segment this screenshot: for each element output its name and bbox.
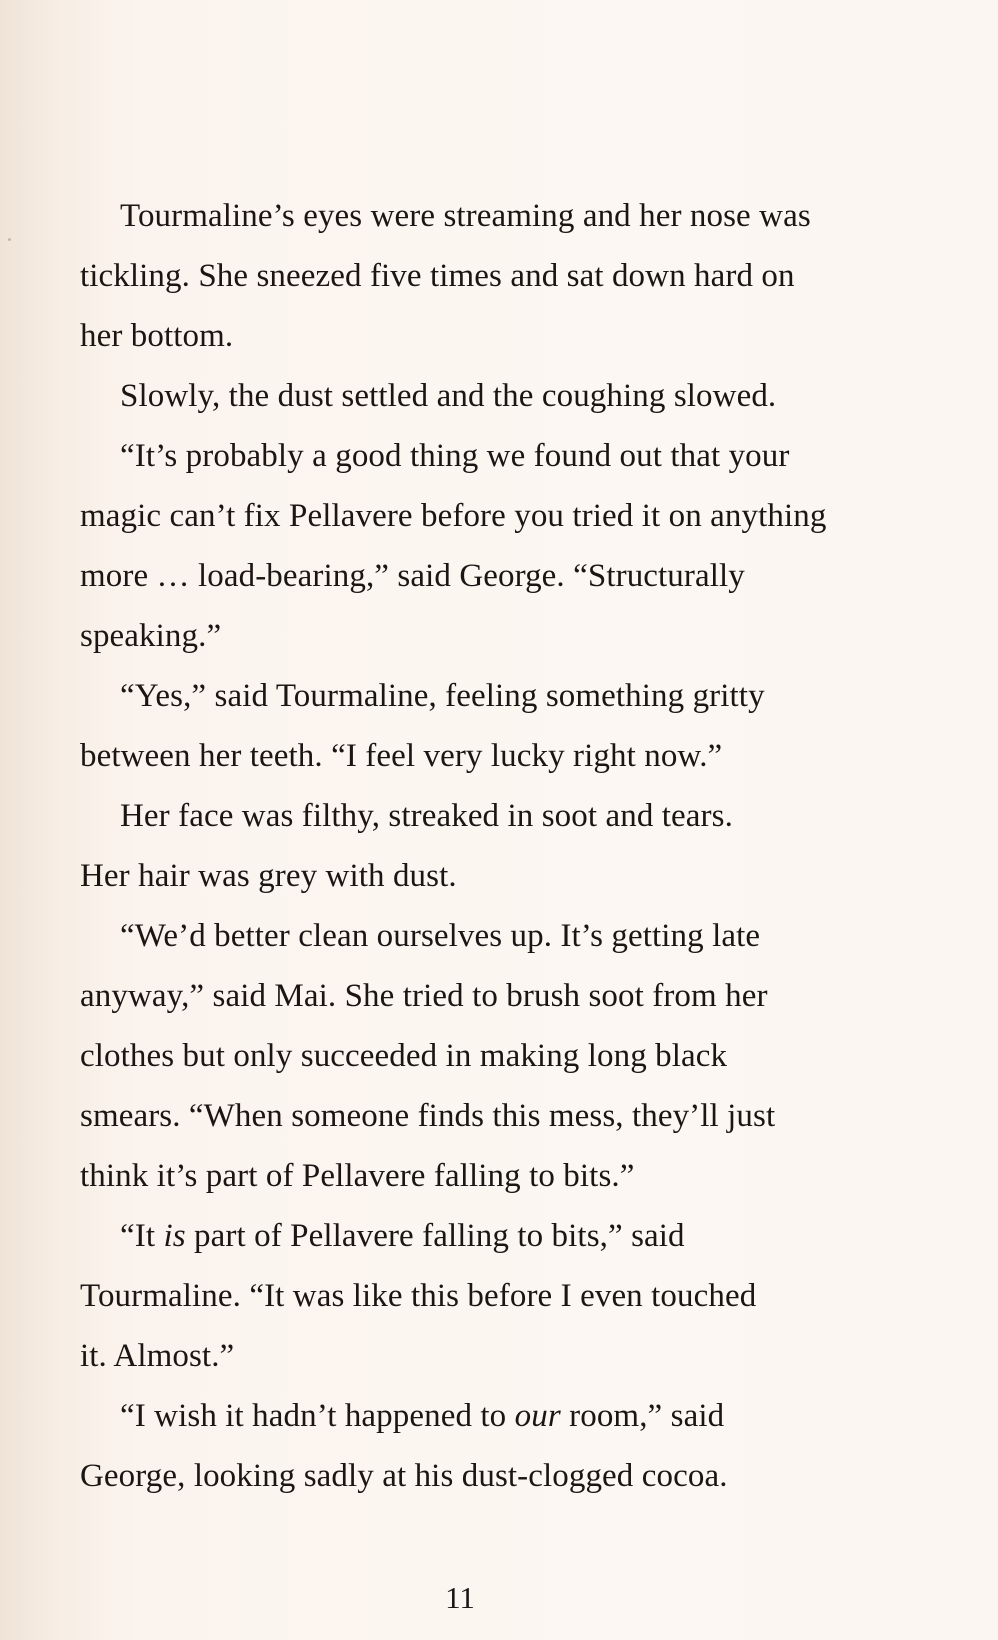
text-line: smears. “When someone finds this mess, they’ll just <box>80 1098 776 1134</box>
text-line: Slowly, the dust settled and the coughing slowed. <box>120 378 777 414</box>
emphasis-word: our <box>514 1398 561 1434</box>
text-line: clothes but only succeeded in making long black <box>80 1038 728 1074</box>
text-line: “We’d better clean ourselves up. It’s getting late <box>120 918 761 954</box>
text-line: between her teeth. “I feel very lucky right now.” <box>80 738 723 774</box>
text-line: Her face was filthy, streaked in soot and tears. <box>120 798 733 834</box>
text-line: magic can’t fix Pellavere before you tried it on anything <box>80 498 827 534</box>
text-line: speaking.” <box>80 618 222 654</box>
text-line: “I wish it hadn’t happened to our room,” said <box>120 1398 725 1434</box>
text-line: Tourmaline’s eyes were streaming and her nose was <box>120 198 811 234</box>
text-line: Her hair was grey with dust. <box>80 858 457 894</box>
text-line: Tourmaline. “It was like this before I even touched <box>80 1278 757 1314</box>
text-line: it. Almost.” <box>80 1338 235 1374</box>
text-line: “Yes,” said Tourmaline, feeling something gritty <box>120 678 765 714</box>
emphasis-word: is <box>163 1218 186 1254</box>
text-line: anyway,” said Mai. She tried to brush soot from her <box>80 978 768 1014</box>
text-line: think it’s part of Pellavere falling to bits.” <box>80 1158 635 1194</box>
paper-speck <box>8 238 11 241</box>
text-line: George, looking sadly at his dust-clogged cocoa. <box>80 1458 728 1494</box>
body-text <box>80 186 850 1506</box>
text-line: more … load-bearing,” said George. “Structurally <box>80 558 745 594</box>
page-number: 11 <box>445 1580 475 1615</box>
text-line: tickling. She sneezed five times and sat down hard on <box>80 258 795 294</box>
text-line: “It is part of Pellavere falling to bits,” said <box>120 1218 685 1254</box>
text-line: “It’s probably a good thing we found out that your <box>120 438 790 474</box>
text-line: her bottom. <box>80 318 234 354</box>
